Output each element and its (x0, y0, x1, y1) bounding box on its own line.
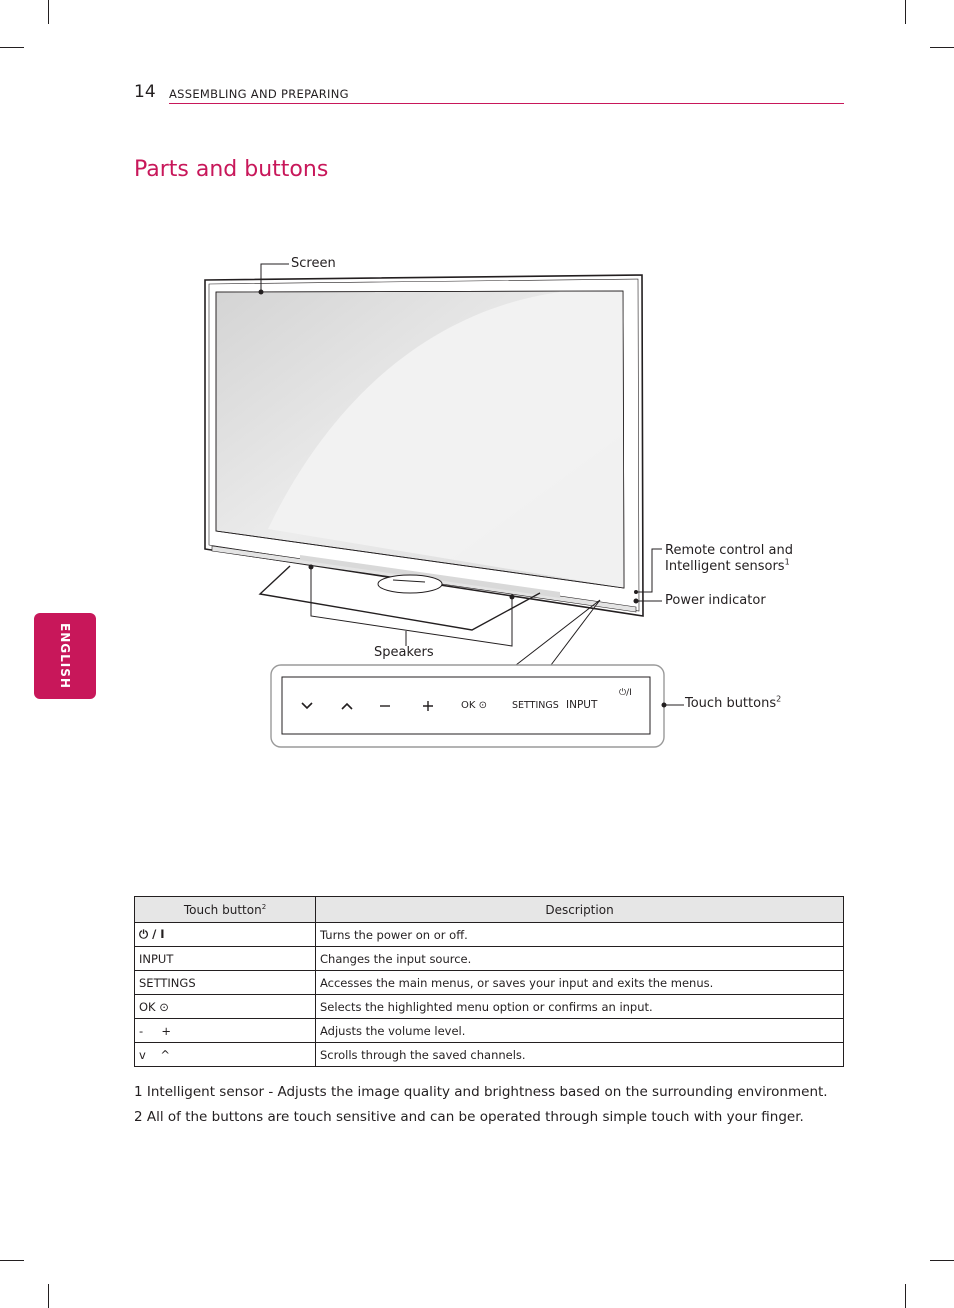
description-cell: Turns the power on or off. (316, 923, 844, 947)
table-row (135, 1043, 844, 1067)
panel-power-label: ⏻/I (619, 688, 632, 698)
page-title: Parts and buttons (134, 157, 329, 182)
table-row (135, 1019, 844, 1043)
description-cell: Adjusts the volume level. (316, 1019, 844, 1043)
panel-ok-label: OK ⊙ (461, 700, 487, 711)
language-tab-label: ENGLISH (58, 623, 72, 689)
crop-mark (0, 1260, 24, 1261)
button-cell: - + (135, 1019, 316, 1043)
description-cell: Scrolls through the saved channels. (316, 1043, 844, 1067)
table-header-description: Description (316, 897, 844, 923)
description-cell: Selects the highlighted menu option or confirms an input. (316, 995, 844, 1019)
touch-buttons-label: Touch buttons$^2$ (685, 694, 782, 711)
button-cell: OK ⊙ (135, 995, 316, 1019)
table-row (135, 971, 844, 995)
table-row (135, 995, 844, 1019)
remote-sensor-label: Remote control and Intelligent sensors$^1$ (665, 543, 793, 574)
footnote-1: 1 Intelligent sensor - Adjusts the image quality and brightness based on the surrounding environment. (134, 1084, 828, 1100)
table-header-button: Touch button$^2$ (135, 897, 316, 923)
table-header-row (135, 897, 844, 923)
section-title: ASSEMBLING AND PREPARING (169, 87, 349, 101)
footnote-2: 2 All of the buttons are touch sensitive and can be operated through simple touch with your finger. (134, 1109, 804, 1125)
table-row (135, 947, 844, 971)
description-cell: Accesses the main menus, or saves your input and exits the menus. (316, 971, 844, 995)
button-cell: ⏻ / I (135, 923, 316, 947)
power-indicator-label: Power indicator (665, 593, 766, 608)
button-cell: SETTINGS (135, 971, 316, 995)
panel-input-label: INPUT (566, 699, 598, 711)
button-cell: v ^ (135, 1043, 316, 1067)
screen-label: Screen (291, 256, 336, 271)
table-row (135, 923, 844, 947)
crop-mark (930, 1260, 954, 1261)
crop-mark (905, 1284, 906, 1308)
panel-settings-label: SETTINGS (512, 700, 559, 711)
button-cell: INPUT (135, 947, 316, 971)
speakers-label: Speakers (374, 645, 434, 660)
page-number: 14 (134, 82, 156, 102)
description-cell: Changes the input source. (316, 947, 844, 971)
touch-button-table (134, 896, 844, 1067)
crop-mark (48, 1284, 49, 1308)
